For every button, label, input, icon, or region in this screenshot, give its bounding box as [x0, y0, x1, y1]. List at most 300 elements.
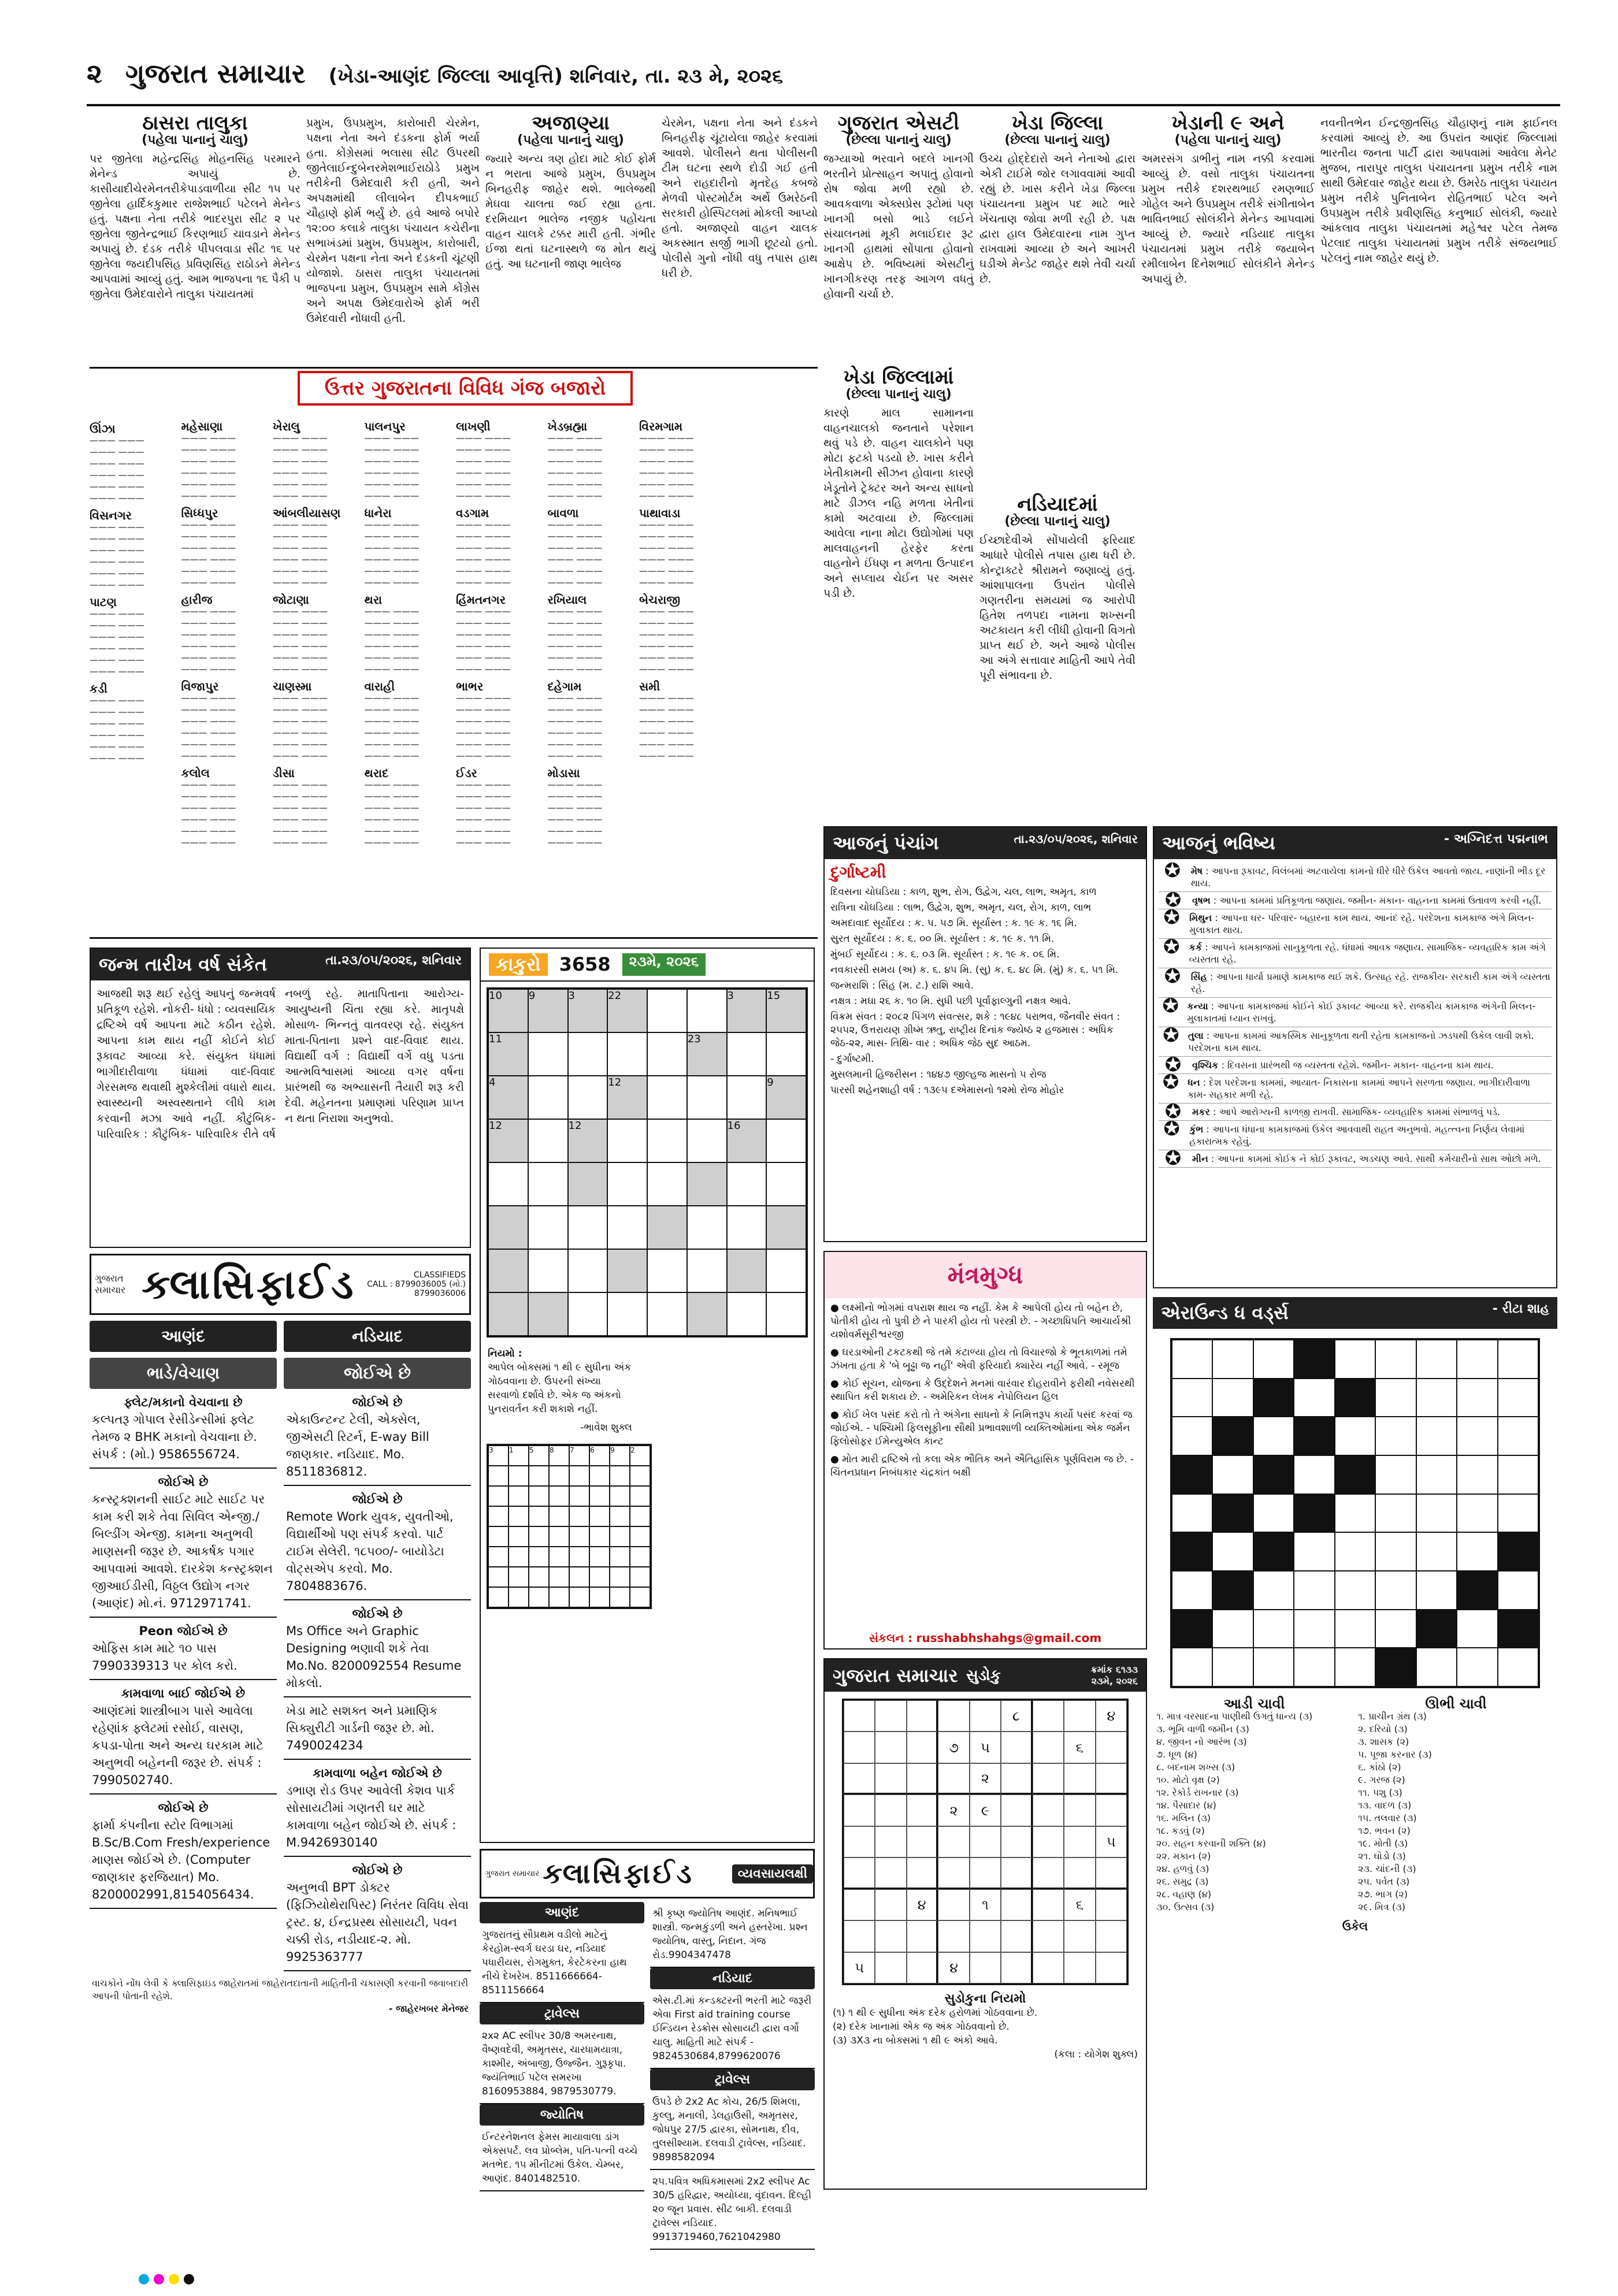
section-anand: આણંદ: [480, 1902, 644, 1923]
market-price-row: ——— ———: [181, 577, 236, 588]
market-center: [365, 594, 452, 675]
kakuro-cell: [766, 1162, 806, 1206]
market-price-row: ——— ———: [364, 664, 420, 674]
market-price-row: ——— ———: [456, 554, 511, 564]
market-price-row: ——— ———: [456, 444, 511, 455]
kakuro-cell: [528, 1076, 568, 1119]
market-center-name: વિજાપુર: [181, 679, 219, 693]
kakuro-answer-cell: [529, 1506, 549, 1526]
horoscope-sign: કન્યા: [1187, 1001, 1208, 1012]
market-price-row: ——— ———: [273, 519, 328, 530]
down-clue: ૫. પૂજા કરનાર (૩): [1358, 1749, 1432, 1760]
market-price-row: ——— ———: [364, 641, 420, 651]
kakuro-credit: -ભાવેશ શુક્લ: [580, 1422, 632, 1433]
across-clue: ૪. જીવન નો આરંભ (૩): [1156, 1736, 1247, 1747]
classified-ad: [90, 1618, 277, 1680]
kakuro-cell: [647, 1076, 687, 1119]
crossword-cell: [1294, 1532, 1334, 1571]
panchang-date: તા.૨૩/૦૫/૨૦૨૬, શનિવાર: [1014, 832, 1138, 846]
crossword-cell: [1375, 1340, 1416, 1379]
crossword-cell: [1294, 1379, 1334, 1417]
crossword-cell: [1294, 1494, 1334, 1533]
market-price-row: ——— ———: [90, 579, 144, 590]
across-list: [1156, 1710, 1352, 1914]
crossword-cell: [1172, 1455, 1212, 1494]
crossword-cell: [1335, 1532, 1375, 1571]
market-price-row: ——— ———: [364, 491, 420, 501]
kakuro-rules-head: નિયમો :: [488, 1348, 522, 1359]
sudoku-cell: [938, 1920, 969, 1952]
sudoku-cell: [1033, 1763, 1064, 1795]
crossword-cell: [1253, 1571, 1294, 1610]
article-title: નડિયાદમાં: [1017, 493, 1098, 516]
market-price-row: ——— ———: [181, 566, 236, 576]
market-price-row: ——— ———: [547, 467, 603, 478]
kakuro-clue-cell: [528, 1292, 568, 1336]
across-clue: ૩. ભૂમિ વાળી જમીન (૩): [1156, 1723, 1249, 1734]
horoscope-row: [1159, 1053, 1552, 1076]
kakuro-answer-cell: [509, 1547, 529, 1567]
market-price-row: ——— ———: [364, 566, 420, 576]
mantra-contact-email[interactable]: russhabhshahgs@gmail.com: [916, 1631, 1102, 1645]
kakuro-answer-cell: [509, 1587, 529, 1607]
panchang-line: નવકારસી સમય (અ) ક. ૬. ૪૫ મિ. (સુ) ક. ૬. ૪૮ મિ. (મું) ક. ૬. ૫૧ મિ.: [830, 964, 1119, 976]
market-price-row: ——— ———: [639, 751, 694, 761]
classified-right-banner: [480, 1849, 815, 1899]
market-price-row: ——— ———: [456, 837, 511, 848]
market-price-row: ——— ———: [273, 456, 328, 466]
market-center-name: જોટાણા: [273, 593, 309, 607]
crossword-cell: [1172, 1417, 1212, 1455]
panchang-title: આજનું પંચાંગ: [833, 832, 939, 854]
crossword-cell: [1498, 1340, 1538, 1379]
kakuro-cell: [488, 1162, 528, 1206]
crossword-cell: [1457, 1571, 1497, 1610]
market-center-name: થરા: [364, 593, 383, 607]
crossword-cell: [1172, 1532, 1212, 1571]
market-price-row: ——— ———: [90, 435, 144, 445]
panchang-line: વિક્રમ સંવત : ૨૦૮૨ પિંગળ સંવત્સર, શકે : ૧૯૪૮ પરાભવ, જૈનવીર સંવત : ૨૫૫૨, ઉત્તરાયણ ગ્રીષ્મ ઋતુ, રાષ્ટ્રીય દિનાંક જ્યેષ્ઠ ૨ હજમાસ : અધિક જેઠ-૨૨, માસ- તિથિ- વાર : અધિક જેઠ સુદ આઠમ.: [830, 1011, 1120, 1049]
classified-ad-head: જોઈએ છે: [352, 1395, 403, 1409]
horoscope-text: [1188, 1030, 1552, 1054]
kakuro-clue-cell: 12: [568, 1119, 608, 1162]
kakuro-cell: [766, 1249, 806, 1292]
horoscope-desc: : આપને કામકાજમાં સાનુકૂળતા રહે. ધંધામાં આવક જણાય. સામાજિક- વ્યવહારિક કામ અંગે વ્યસ્તતા રહે.: [1189, 942, 1546, 965]
kakuro-answer-cell: [488, 1587, 509, 1607]
market-price-row: ——— ———: [273, 577, 328, 588]
horoscope-list: [1154, 859, 1556, 1171]
market-price-row: ——— ———: [456, 456, 511, 466]
sudoku-grid: [842, 1699, 1129, 1985]
sudoku-cell: [875, 1826, 906, 1857]
crossword-cell: [1457, 1610, 1497, 1648]
classified-ad-head: ફ્લેટ/મકાનો વેચવાના છે: [124, 1395, 243, 1409]
market-price-row: ——— ———: [181, 664, 236, 674]
kakuro-answer-cell: [529, 1587, 549, 1607]
market-price-row: ——— ———: [639, 444, 694, 455]
market-price-row: ——— ———: [273, 751, 328, 761]
classified-ad-text: ખેડા માટે સશક્ત અને પ્રમાણિક સિક્યુરીટી ગાર્ડની જરૂર છે. મો. 7490024234: [286, 1704, 438, 1752]
market-price-row: ——— ———: [181, 837, 236, 848]
market-price-row: ——— ———: [456, 467, 511, 478]
market-price-row: ——— ———: [90, 718, 144, 729]
sudoku-cell: [1001, 1826, 1032, 1857]
horoscope-sign: કુંભ: [1189, 1124, 1204, 1135]
market-center-name: બાવળા: [547, 506, 579, 520]
classified-ad-head: જોઈએ છે: [352, 1607, 403, 1621]
kakuro-cell: [727, 1292, 767, 1336]
market-center: [365, 681, 452, 761]
market-price-row: ——— ———: [273, 629, 328, 640]
kakuro-answer-cell: 3: [488, 1446, 509, 1466]
market-center-name: વડગામ: [456, 506, 489, 520]
market-price-row: ——— ———: [364, 433, 420, 443]
market-price-row: ——— ———: [273, 704, 328, 715]
sudoku-number: ૬૧૩૩: [1115, 1664, 1138, 1675]
market-center-name: ધાનેરા: [364, 506, 392, 520]
market-price-row: ——— ———: [273, 664, 328, 674]
down-clue: ૩. શાસક (૨): [1358, 1736, 1409, 1747]
classified-note-sign: - જાહેરખબર મેનેજર: [388, 2003, 469, 2014]
market-center: [365, 767, 452, 848]
market-price-row: ——— ———: [181, 479, 236, 489]
market-price-row: ——— ———: [273, 826, 328, 836]
market-center: [90, 596, 177, 677]
crossword-cell: [1335, 1455, 1375, 1494]
market-price-row: ——— ———: [639, 554, 694, 564]
crossword-title: એરાઉન્ડ ધ વર્ડ્સ: [1161, 1302, 1289, 1324]
kakuro-cell: [528, 1032, 568, 1076]
crossword-box: [1153, 1297, 1557, 2193]
sudoku-cell: [1064, 1920, 1095, 1952]
kakuro-answer-cell: [509, 1486, 529, 1506]
market-center-name: પાથાવાડા: [639, 506, 681, 520]
sudoku-cell: [970, 1857, 1001, 1889]
classified-ad-text: કલ્પતરૂ ગોપાલ રેસીડેન્સીમાં ફ્લેટ તેમજ ૨ BHK મકાનો વેચવાના છે. સંપર્ક : (મો.) 9586556724.: [92, 1413, 257, 1461]
market-price-row: ——— ———: [181, 779, 236, 790]
kakuro-clue-cell: 22: [607, 989, 647, 1032]
market-price-row: ——— ———: [90, 666, 144, 677]
market-center-name: ખેડબ્રહ્મા: [547, 419, 588, 433]
mantra-quote: ● કોઈ ખેલ પસંદ કરો તો તે અંગેના સાધનો કે નિમિત્તરૂપ કાર્યો પસંદ કરવાં જ જોઈએ. - પશ્ચિમી ફિલસૂફીના સૌથી પ્રભાવશાળી વ્યક્તિઓમાંના એક જર્મન ફિલોસોફર ઈમેન્યુએલ કાન્ટ: [830, 1409, 1133, 1447]
horoscope-text: [1192, 1153, 1541, 1165]
sudoku-cell: [844, 1763, 875, 1795]
kakuro-header: [481, 949, 814, 982]
market-price-row: ——— ———: [547, 739, 603, 749]
market-price-row: ——— ———: [90, 695, 144, 705]
down-title: ઊભી ચાવી: [1425, 1696, 1487, 1712]
classified-ad-head: જોઈએ છે: [352, 1863, 403, 1877]
panchang-lines: [825, 886, 1146, 1097]
kakuro-clue-cell: 12: [607, 1076, 647, 1119]
horoscope-author: - અગ્નિદત્ત પદ્મનાભ: [1444, 832, 1548, 846]
market-center: [639, 421, 726, 501]
kakuro-cell: [727, 1076, 767, 1119]
sudoku-cell: [1096, 1952, 1127, 1983]
sudoku-cell: ૫: [970, 1732, 1001, 1763]
market-center-name: રખિયાલ: [547, 593, 587, 607]
article-title: ખેડાની ૯ અને: [1171, 112, 1285, 135]
kakuro-cell: [607, 1032, 647, 1076]
zodiac-icon: ✪: [1163, 1024, 1179, 1047]
kakuro-clue-cell: 3: [727, 989, 767, 1032]
market-price-row: ——— ———: [547, 531, 603, 541]
market-price-row: ——— ———: [639, 716, 694, 726]
sudoku-cell: ૫: [844, 1952, 875, 1983]
kakuro-cell: [687, 1076, 727, 1119]
article-body: ચેરમેન, પક્ષના નેતા અને દંડકને બિનહરીફ ચૂંટાયેલા જાહેર કરવામાં આવશે. પોલીસને થતા પોલીસની ટીમ ઘટના સ્થળે દોડી ગઈ હતી અને રાહદારીનો મૃતદેહ કબજે મેળવી પોસ્ટમોર્ટમ અર્થે ઉમરેઠની સરકારી હોસ્પિટલમાં મોકલી આપ્યો હતો. અજાણ્યો વાહન ચાલક અકસ્માત સર્જી ભાગી છૂટયો હતો. પોલીસે ગુનો નોંધી વધુ તપાસ હાથ ધરી છે.: [662, 117, 818, 280]
crossword-cell: [1375, 1610, 1416, 1648]
kakuro-cell: [568, 1032, 608, 1076]
crossword-cell: [1294, 1455, 1334, 1494]
classified-section-tabs: [90, 1321, 471, 1352]
horoscope-text: [1189, 941, 1552, 965]
sudoku-cell: [1033, 1826, 1064, 1857]
page-number: ૨: [87, 58, 103, 89]
crossword-cell: [1212, 1494, 1253, 1533]
market-price-row: ——— ———: [639, 456, 694, 466]
market-price-row: ——— ———: [456, 751, 511, 761]
horoscope-text: [1191, 971, 1552, 995]
zodiac-icon: ✪: [1164, 1100, 1182, 1123]
kakuro-answer-cell: 6: [589, 1446, 610, 1466]
sudoku-cell: [938, 1763, 969, 1795]
kakuro-answer-cell: [549, 1547, 569, 1567]
horoscope-row: [1159, 935, 1552, 968]
sudoku-cell: [1001, 1857, 1032, 1889]
market-price-row: ——— ———: [456, 433, 511, 443]
crossword-cell: [1416, 1610, 1457, 1648]
kakuro-clue-cell: [766, 1206, 806, 1249]
article-body: જ્યારે અન્ય ત્રણ હોદા માટે કોઈ ફોર્મ ન ભરાતા આજે પ્રમુખ, ઉપપ્રમુખ બિનહરીફ જાહેર થશે. ભાલેજથી મેઘવા ચાલતા જઈ રહ્યા હતા. દરમિયાન ભાલેજ નજીક પહોંચતા વાહન ચાલકે ટક્કર મારી હતી. ગંભીર ઈજા થતાં ઘટનાસ્થળે જ મોત થયું હતું. આ ઘટનાની જાણ ભાલેજ: [485, 153, 656, 270]
classified-col-1: [90, 1389, 277, 1971]
sudoku-cell: ૧: [970, 1889, 1001, 1920]
horoscope-sign: મિથુન: [1189, 912, 1212, 923]
market-price-row: ——— ———: [456, 826, 511, 836]
kakuro-cell: [727, 1206, 767, 1249]
crossword-cell: [1457, 1648, 1497, 1686]
market-price-row: ——— ———: [456, 577, 511, 588]
market-center-name: હારીજ: [181, 593, 213, 607]
market-price-row: ——— ———: [90, 753, 144, 763]
market-center-name: મહેસાણા: [181, 419, 223, 433]
classified-ad: [284, 1857, 471, 1971]
mantra-quote: ● લક્ષ્મીનો ભોગમાં વપરાશ થાય જ નહીં. કેમ કે આપેલી હોય તો બહેન છે, પોતીકી હોય તો પુત્રી છે ને પારકી હોય તો પરસ્ત્રી છે. - ગચ્છાધિપતિ આચાર્યશ્રી યશોવર્મસૂરીશ્વરજી: [830, 1302, 1131, 1340]
across-clue: ૭. ધૂળ (૪): [1156, 1749, 1197, 1760]
kakuro-clue-cell: 16: [727, 1119, 767, 1162]
crossword-cell: [1416, 1532, 1457, 1571]
sudoku-number-label: ક્રમાંક: [1090, 1664, 1113, 1675]
zodiac-icon: ✪: [1164, 1053, 1182, 1076]
crossword-cell: [1335, 1610, 1375, 1648]
article-khedani-9-cont: [1320, 116, 1557, 884]
kakuro-answer-cell: [549, 1526, 569, 1547]
sudoku-cell: [1096, 1732, 1127, 1763]
horoscope-row: [1159, 1100, 1552, 1123]
sudoku-cell: [875, 1889, 906, 1920]
market-price-row: ——— ———: [639, 629, 694, 640]
sudoku-cell: [875, 1700, 906, 1732]
horoscope-text: [1191, 865, 1552, 889]
article-sub: (છેલ્લા પાનાનું ચાલુ): [1004, 133, 1111, 147]
sudoku-cell: [875, 1732, 906, 1763]
market-price-row: ——— ———: [456, 618, 511, 628]
kakuro-answer-cell: [610, 1567, 630, 1587]
market-price-row: ——— ———: [181, 826, 236, 836]
crossword-header: [1153, 1297, 1557, 1329]
mantra-title: મંત્રમુગ્ધ: [947, 1261, 1023, 1289]
market-price-row: ——— ———: [273, 618, 328, 628]
classified-right-banner-big: ક્લાસિફાઈડ: [543, 1857, 694, 1890]
market-center: [548, 507, 635, 588]
zodiac-icon: ✪: [1164, 859, 1181, 882]
crossword-cell: [1457, 1532, 1497, 1571]
panchang-line: પારસી શહેનશાહી વર્ષ : ૧૩૯૫ દએમાસનો ૧૨મો રોજ મોહોર: [830, 1084, 1064, 1096]
kakuro-answer-cell: [589, 1567, 610, 1587]
market-price-row: ——— ———: [547, 664, 603, 674]
sudoku-cell: [1064, 1700, 1095, 1732]
sudoku-cell: [844, 1700, 875, 1732]
market-price-row: ——— ———: [273, 491, 328, 501]
kakuro-answer-cell: [569, 1567, 589, 1587]
kakuro-answer-cell: [630, 1567, 650, 1587]
market-price-row: ——— ———: [639, 704, 694, 715]
sudoku-cell: ૫: [1096, 1826, 1127, 1857]
crossword-cell: [1416, 1494, 1457, 1533]
market-price-row: ——— ———: [456, 519, 511, 530]
crossword-cell: [1416, 1455, 1457, 1494]
kakuro-box: [480, 948, 815, 1843]
edition-line: (ખેડા-આણંદ જિલ્લા આવૃત્તિ) શનિવાર, તા. ૨૩ મે, ૨૦૨૬: [328, 65, 784, 88]
crossword-cell: [1253, 1379, 1294, 1417]
zodiac-icon: ✪: [1163, 906, 1180, 929]
horoscope-sign: વૃષભ: [1192, 895, 1211, 906]
market-price-row: ——— ———: [90, 447, 144, 457]
crossword-cell: [1498, 1494, 1538, 1533]
horoscope-text: [1189, 912, 1552, 936]
market-center-name: ઈડર: [456, 766, 477, 780]
market-center-name: કલોલ: [181, 766, 210, 780]
market-price-row: ——— ———: [364, 652, 420, 663]
market-price-row: ——— ———: [90, 730, 144, 740]
kakuro-cell: [687, 989, 727, 1032]
sudoku-cell: [907, 1795, 938, 1826]
market-center: [90, 510, 177, 590]
sudoku-cell: [907, 1920, 938, 1952]
kakuro-clue-cell: 9: [528, 989, 568, 1032]
kakuro-answer-cell: [589, 1587, 610, 1607]
market-price-row: ——— ———: [273, 716, 328, 726]
across-clue: ૧૮. કડવું (૨): [1156, 1825, 1205, 1836]
classified-ad: [284, 1486, 471, 1600]
horoscope-text: [1187, 1000, 1552, 1024]
horoscope-sign: તુલા: [1188, 1030, 1204, 1041]
crossword-grid: [1170, 1338, 1540, 1688]
kakuro-answer-cell: [549, 1466, 569, 1486]
sudoku-cell: [1096, 1763, 1127, 1795]
market-price-row: ——— ———: [364, 693, 420, 703]
sudoku-cell: [907, 1763, 938, 1795]
across-clue: ૨૨. મકાન (૨): [1156, 1851, 1211, 1862]
market-price-row: ——— ———: [547, 814, 603, 824]
horoscope-box: [1153, 826, 1557, 1288]
sudoku-rules-title: સુડોકુના નિયમો: [944, 1992, 1026, 2006]
market-price-row: ——— ———: [364, 531, 420, 541]
across-clue: ૨૦. સહન કરવાની શક્તિ (૪): [1156, 1838, 1266, 1849]
sudoku-cell: [1033, 1732, 1064, 1763]
classified-right: [480, 1849, 815, 2243]
market-price-row: ——— ———: [639, 739, 694, 749]
article-nadiadma: [979, 493, 1135, 820]
sudoku-cell: [970, 1826, 1001, 1857]
across-clue: ૨૬. સમુદ્ર (૩): [1156, 1876, 1209, 1887]
horoscope-desc: : આપના કામમાં કોઈક ને કોઈ રૂકાવટ, અડચણ આવે. સાથી કર્મચારીનો સાથ ઓછો મળે.: [1208, 1153, 1541, 1164]
market-price-row: ——— ———: [90, 481, 144, 492]
kakuro-answer-cell: [589, 1506, 610, 1526]
market-price-row: ——— ———: [181, 456, 236, 466]
kakuro-answer-cell: [569, 1466, 589, 1486]
classified-ad: [284, 1600, 471, 1697]
kakuro-answer-cell: [589, 1486, 610, 1506]
market-price-row: ——— ———: [639, 641, 694, 651]
classified-ad-head: કામવાળા બહેન જોઈએ છે: [313, 1766, 442, 1780]
kakuro-answer-cell: [529, 1486, 549, 1506]
sudoku-cell: [875, 1795, 906, 1826]
sudoku-date: ૨૩મે, ૨૦૨૬: [1091, 1675, 1138, 1686]
sudoku-cell: ૬: [1064, 1732, 1095, 1763]
horoscope-row: [1159, 965, 1552, 998]
market-price-row: ——— ———: [639, 664, 694, 674]
market-price-row: ——— ———: [181, 652, 236, 663]
zodiac-icon: ✪: [1164, 1147, 1182, 1170]
market-center: [181, 421, 269, 501]
horoscope-sign: મીન: [1192, 1153, 1208, 1164]
markets-banner: ઉત્તર ગુજરાતના વિવિધ ગંજ બજારો: [298, 371, 633, 406]
crossword-cell: [1294, 1571, 1334, 1610]
sudoku-cell: [844, 1889, 875, 1920]
crossword-cell: [1212, 1340, 1253, 1379]
crossword-author: - રીટા શાહ: [1492, 1302, 1549, 1316]
kakuro-answer-cell: [610, 1486, 630, 1506]
zodiac-icon: ✪: [1163, 935, 1180, 958]
market-price-row: ——— ———: [364, 629, 420, 640]
crossword-cell: [1253, 1417, 1294, 1455]
zodiac-icon: ✪: [1162, 1071, 1179, 1094]
market-center: [456, 594, 543, 675]
market-center-name: વિસનગર: [90, 508, 132, 522]
mantra-quote: ● ઘરડાઓની ટકટકથી જે તમે કંટાળ્યા હોય તો વિચારજો કે ભૂતકાળમાં તમે ઝંખતા હતા કે 'બે બૂઢ્ઢા જ નહીં' એવી ફરિયાદો ક્યારેય નહીં આવે. - રમૂજ: [830, 1347, 1127, 1372]
crossword-cell: [1375, 1417, 1416, 1455]
crossword-cell: [1294, 1417, 1334, 1455]
market-price-row: ——— ———: [547, 554, 603, 564]
kakuro-answer-cell: [509, 1506, 529, 1526]
market-center-name: લાખણી: [456, 419, 491, 433]
crossword-cell: [1294, 1648, 1334, 1686]
market-price-row: ——— ———: [273, 566, 328, 576]
article-body: જગ્યાઓ ભરવાને બદલે ખાનગી ભરતીને પ્રોત્સાહન અપાતું હોવાનો રોષ જોવા મળી રહ્યો છે. આવકવાળા એક્સપ્રેસ રૂટોમાં પણ ખાનગી બસો ભાડે લઈને સંચાલનમાં મૂકી મલાઈદાર રૂટ ખાનગી હાથમાં સોંપાતા હોવાનો આક્ષેપ છે. ભવિષ્યમાં એસટીનું ખાનગીકરણ તરફ આગળ વધતું હોવાની ચર્ચા છે.: [823, 153, 974, 300]
market-price-row: ——— ———: [273, 531, 328, 541]
classified-ad-head: જોઈએ છે: [158, 1801, 209, 1815]
classified-ad-text: ડભાણ રોડ ઉપર આવેલી કેશવ પાર્ક સોસાયટીમાં ગણતરી ઘર માટે કામવાળા બહેન જોઈએ છે. સંપર્ક : M.9426930140: [286, 1784, 457, 1849]
sudoku-cell: ૪: [907, 1889, 938, 1920]
sudoku-cell: ૪: [1096, 1700, 1127, 1732]
classified-ad: [90, 1795, 277, 1909]
market-center: [181, 507, 269, 588]
kakuro-cell: [647, 1032, 687, 1076]
classified-banner: [90, 1254, 471, 1315]
classified-ad: [90, 1389, 277, 1469]
market-center-name: ઊંઝા: [90, 422, 116, 436]
